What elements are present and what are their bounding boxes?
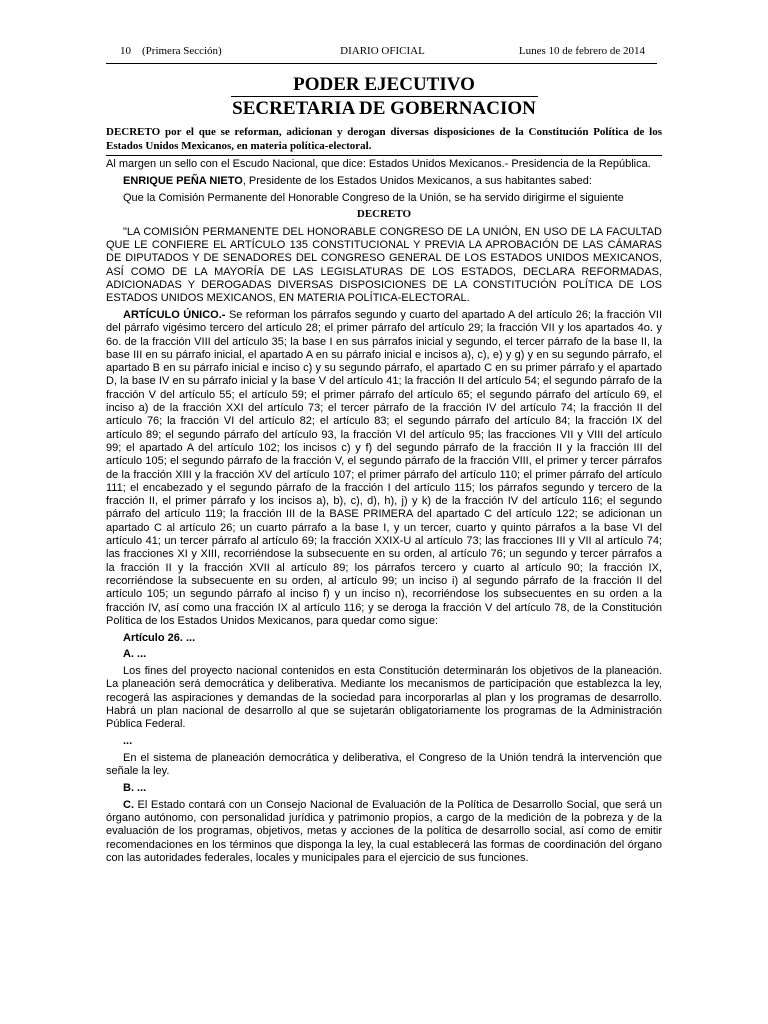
congress-paragraph: Que la Comisión Permanente del Honorable Congreso de la Unión, se ha servido dirigirme el siguiente <box>123 191 624 204</box>
section-c-label: C. <box>123 798 134 811</box>
article-26-paragraph-2: En el sistema de planeación democrática y deliberativa, el Congreso de la Unión tendrá la intervención que señale la ley. <box>106 751 662 778</box>
secretariat-title: SECRETARIA DE GOBERNACION <box>232 98 536 119</box>
title-divider <box>231 96 538 97</box>
seal-paragraph: Al margen un sello con el Escudo Nacional, que dice: Estados Unidos Mexicanos.- Presidencia de la República. <box>106 158 651 170</box>
heading-rule <box>106 155 662 156</box>
header-rule <box>106 63 657 64</box>
publication-name: DIARIO OFICIAL <box>340 45 425 57</box>
publication-date: Lunes 10 de febrero de 2014 <box>518 45 645 57</box>
article-unico-label: ARTÍCULO ÚNICO.- <box>123 308 226 321</box>
section-b-heading: B. ... <box>123 782 147 795</box>
president-text: , Presidente de los Estados Unidos Mexicanos, a sus habitantes sabed: <box>242 174 592 187</box>
president-name: ENRIQUE PEÑA NIETO <box>123 174 243 187</box>
decree-heading: DECRETO por el que se reforman, adicionan y derogan diversas disposiciones de la Constitución Política de los Estados Unidos Mexicanos, en materia política-electoral. <box>106 126 662 152</box>
decreto-title: DECRETO <box>356 208 412 221</box>
title-block <box>0 74 768 120</box>
branch-title: PODER EJECUTIVO <box>293 74 475 95</box>
page-number: 10 <box>120 45 131 57</box>
section-c-paragraph <box>106 799 662 865</box>
running-header <box>120 45 645 61</box>
article-unico-paragraph <box>106 309 662 628</box>
document-body <box>106 158 662 869</box>
section-label: (Primera Sección) <box>142 45 222 57</box>
article-unico-text: Se reforman los párrafos segundo y cuarto del apartado A del artículo 26; la fracción VII del párrafo vigésimo tercero del artículo 28; el primer párrafo del artículo 29; la fracción VII y los apartados 4o. y 6o. de la fracción VIII del artículo 35; la base I en sus párrafos inicial y segundo, el tercer párrafo de la base II, la base III en su párrafo inicial, el apartado A en su párrafo inicial e incisos a), c), e) y g) y en su segundo párrafo, el apartado B en su párrafo inicial e inciso c) y su segundo párrafo, el apartado C en su primer párrafo y el apartado D, la base IV en su párrafo inicial y la base V del artículo 41; la fracción II del artículo 54; el segundo párrafo de la fracción V del artículo 55; el artículo 59; el primer párrafo del artículo 65; el segundo párrafo del artículo 69, el inciso a) de la fracción XXI del artículo 73; el tercer párrafo de la fracción IV del artículo 74; la fracción II del artículo 76; la fracción VI del artículo 82; el artículo 83; el segundo párrafo del artículo 84; la fracción IX del artículo 89; el segundo párrafo del artículo 93, la fracción VI del artículo 95; las fracciones VII y VIII del artículo 99; el apartado A del artículo 102; los incisos c) y f) del segundo párrafo de la fracción II y la fracción III del artículo 105; el segundo párrafo de la fracción V, el segundo párrafo de la fracción VIII, el primer y tercer párrafos de la fracción XIII y la fracción XV del artículo 107; el primer párrafo del artículo 110; el primer párrafo del artículo 111; el encabezado y el segundo párrafo de la fracción I del artículo 115; los párrafos segundo y tercero de la fracción II, el primer párrafo y los incisos a), b), c), d), h), j) y k) de la fracción IV del artículo 116; el segundo párrafo del artículo 119; la fracción III de la BASE PRIMERA del apartado C del artículo 122; se adicionan un apartado C al artículo 26; un cuarto párrafo a la base I, y un tercer, cuarto y quinto párrafos a la base VI del artículo 41; un tercer párrafo al artículo 69; la fracción XXIX-U al artículo 73; las fracciones III y VII al artículo 74; las fracciones XI y XIII, recorriéndose la subsecuente en su orden, al artículo 76; un segundo y tercer párrafos a la fracción II y la fracción XVII al artículo 89; los párrafos tercero y cuarto al artículo 90; la fracción IX, recorriéndose la subsecuente en su orden, al artículo 99; un inciso i) al segundo párrafo de la fracción II del artículo 105; un segundo párrafo al inciso f) y un inciso n), recorriéndose los subsecuentes en su orden a la fracción IV, así como una fracción IX al artículo 116; y se deroga la fracción V del artículo 78, de la Constitución Política de los Estados Unidos Mexicanos, para quedar como sigue: <box>106 308 663 627</box>
ellipsis-line: ... <box>123 735 133 748</box>
article-26-heading: Artículo 26. ... <box>123 631 196 644</box>
commission-paragraph: "LA COMISIÓN PERMANENTE DEL HONORABLE CONGRESO DE LA UNIÓN, EN USO DE LA FACULTAD QUE LE CONFIERE EL ARTÍCULO 135 CONSTITUCIONAL Y PREVIA LA APROBACIÓN DE LAS CÁMARAS DE DIPUTADOS Y DE SENADORES DEL CONGRESO GENERAL DE LOS ESTADOS UNIDOS MEXICANOS, ASÍ COMO DE LA MAYORÍA DE LAS LEGISLATURAS DE LOS ESTADOS, DECLARA REFORMADAS, ADICIONADAS Y DEROGADAS DIVERSAS DISPOSICIONES DE LA CONSTITUCIÓN POLÍTICA DE LOS ESTADOS UNIDOS MEXICANOS, EN MATERIA POLÍTICA-ELECTORAL. <box>106 225 662 305</box>
president-paragraph <box>106 175 662 188</box>
article-26-paragraph-1: Los fines del proyecto nacional contenidos en esta Constitución determinarán los objetivos de la planeación. La planeación será democrática y deliberativa. Mediante los mecanismos de participación que establezca la ley, recogerá las aspiraciones y demandas de la sociedad para incorporarlas al plan y los programas de desarrollo. Habrá un plan nacional de desarrollo al que se sujetarán obligatoriamente los programas de la Administración Pública Federal. <box>106 665 662 731</box>
section-c-text: El Estado contará con un Consejo Nacional de Evaluación de la Política de Desarrollo Social, que será un órgano autónomo, con personalidad jurídica y patrimonio propios, a cargo de la medición de la pobreza y de la evaluación de los programas, objetivos, metas y acciones de la política de desarrollo social, así como de emitir recomendaciones en los términos que disponga la ley, la cual establecerá las formas de coordinación del órgano con las autoridades federales, locales y municipales para el ejercicio de sus funciones. <box>106 798 662 865</box>
section-a-heading: A. ... <box>123 648 147 661</box>
